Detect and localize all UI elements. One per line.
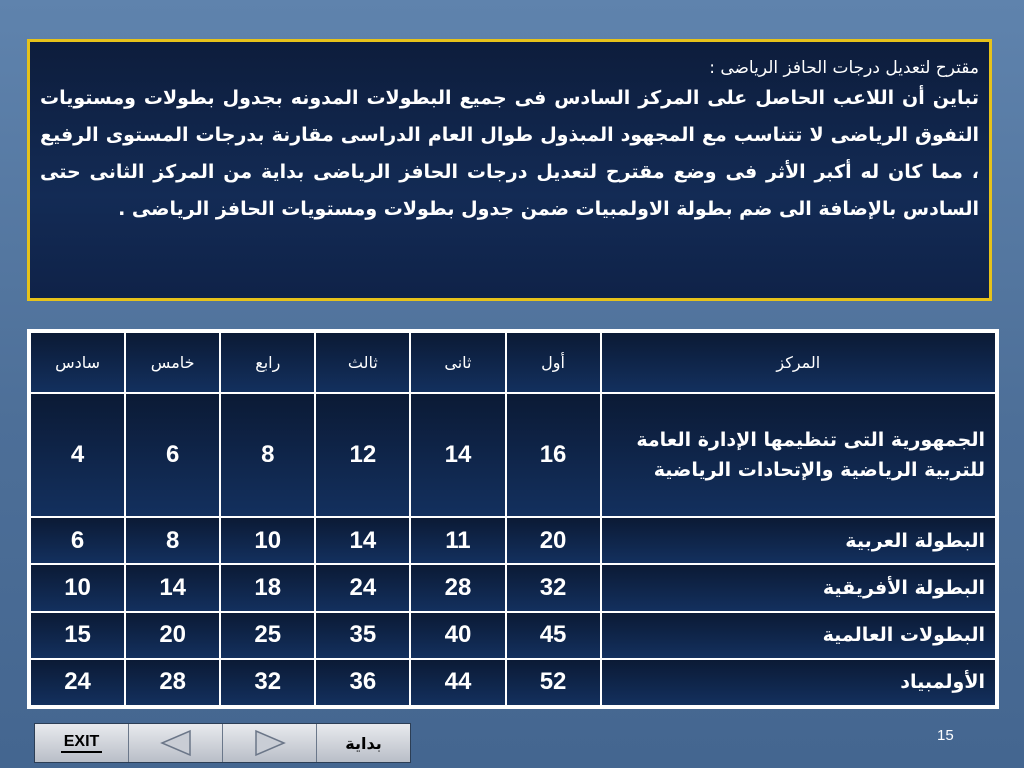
value-cell: 24 <box>30 659 125 706</box>
exit-label: EXIT <box>61 733 103 753</box>
value-cell: 25 <box>220 612 315 659</box>
header-cell-fourth: رابع <box>220 332 315 393</box>
exit-button[interactable] <box>35 724 129 762</box>
value-cell: 16 <box>506 393 601 517</box>
triangle-left-icon <box>158 729 194 757</box>
value-cell: 10 <box>220 517 315 564</box>
value-cell: 20 <box>506 517 601 564</box>
table-row <box>30 659 996 706</box>
header-cell-first: أول <box>506 332 601 393</box>
value-cell: 45 <box>506 612 601 659</box>
proposal-textbox <box>27 39 992 301</box>
row-name-cell: البطولات العالمية <box>601 612 996 659</box>
triangle-right-icon <box>252 729 288 757</box>
value-cell: 36 <box>315 659 410 706</box>
row-name-cell: البطولة العربية <box>601 517 996 564</box>
next-slide-button[interactable] <box>223 724 317 762</box>
value-cell: 28 <box>125 659 220 706</box>
header-cell-position: المركز <box>601 332 996 393</box>
value-cell: 24 <box>315 564 410 611</box>
value-cell: 28 <box>410 564 505 611</box>
value-cell: 8 <box>220 393 315 517</box>
value-cell: 35 <box>315 612 410 659</box>
value-cell: 44 <box>410 659 505 706</box>
row-name-cell: البطولة الأفريقية <box>601 564 996 611</box>
start-button[interactable] <box>317 724 410 762</box>
value-cell: 18 <box>220 564 315 611</box>
value-cell: 32 <box>220 659 315 706</box>
previous-slide-button[interactable] <box>129 724 223 762</box>
start-label: بداية <box>345 733 382 753</box>
table-header-row <box>30 332 996 393</box>
value-cell: 15 <box>30 612 125 659</box>
value-cell: 32 <box>506 564 601 611</box>
proposal-heading: مقترح لتعديل درجات الحافز الرياضى : <box>709 58 979 78</box>
slide-nav-bar <box>34 723 411 763</box>
table-row <box>30 612 996 659</box>
value-cell: 4 <box>30 393 125 517</box>
value-cell: 40 <box>410 612 505 659</box>
value-cell: 10 <box>30 564 125 611</box>
value-cell: 20 <box>125 612 220 659</box>
table-row <box>30 517 996 564</box>
value-cell: 12 <box>315 393 410 517</box>
value-cell: 11 <box>410 517 505 564</box>
header-cell-fifth: خامس <box>125 332 220 393</box>
value-cell: 14 <box>410 393 505 517</box>
incentive-table <box>27 329 999 709</box>
value-cell: 8 <box>125 517 220 564</box>
value-cell: 14 <box>125 564 220 611</box>
row-name-cell: الجمهورية التى تنظيمها الإدارة العامة للتربية الرياضية والإتحادات الرياضية <box>601 393 996 517</box>
value-cell: 52 <box>506 659 601 706</box>
value-cell: 6 <box>125 393 220 517</box>
value-cell: 14 <box>315 517 410 564</box>
proposal-paragraph: تباين أن اللاعب الحاصل على المركز السادس فى جميع البطولات المدونه بجدول بطولات ومستويات التفوق الرياضى لا تتناسب مع المجهود المبذول طوال العام الدراسى مقارنة بدرجات المستوى الرفيع ، مما كان له أكبر الأثر فى وضع مقترح لتعديل درجات الحافز الرياضى بداية من المركز الثانى حتى السادس بالإضافة الى ضم بطولة الاولمبيات ضمن جدول بطولات ومستويات الحافز الرياضى . <box>40 87 979 220</box>
header-cell-third: ثالث <box>315 332 410 393</box>
header-cell-second: ثانى <box>410 332 505 393</box>
row-name-cell: الأولمبياد <box>601 659 996 706</box>
page-number: 15 <box>937 727 954 744</box>
header-cell-sixth: سادس <box>30 332 125 393</box>
table-row <box>30 393 996 517</box>
table-row <box>30 564 996 611</box>
value-cell: 6 <box>30 517 125 564</box>
